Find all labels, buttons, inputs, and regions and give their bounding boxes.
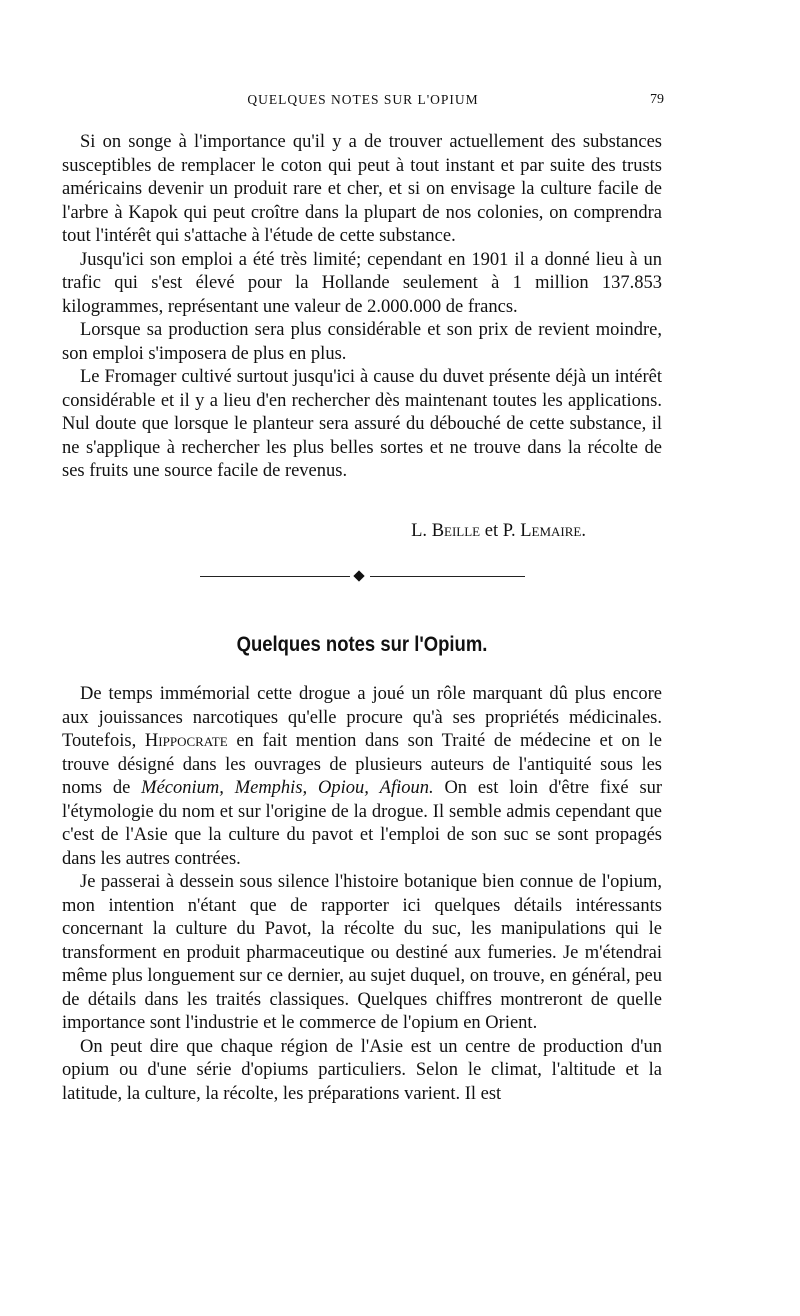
- running-head: QUELQUES NOTES SUR L'OPIUM: [247, 92, 479, 107]
- conjunction: et: [484, 521, 499, 541]
- paragraph: [62, 683, 662, 871]
- author-initial: P.: [502, 521, 516, 541]
- paragraph: Lorsque sa production sera plus considérable et son prix de revient moindre, son emploi s'imposera de plus en plus.: [62, 320, 662, 364]
- article-title: Quelques notes sur l'Opium.: [236, 633, 488, 656]
- text-run: De temps immémorial cette drogue a joué un rôle marquant dû plus encore aux jouissances narcotiques qu'elle procure qu'à ses propriétés médicinales. Toutefois,: [62, 684, 662, 751]
- paragraph: Le Fromager cultivé surtout jusqu'ici à cause du duvet présente déjà un intérêt considérable et il y a lieu d'en rechercher dès maintenant toutes les applications. Nul doute que lorsque le planteur sera assuré du débouché de cette substance, il ne s'applique à rechercher les plus belles sortes et ne trouve dans la récolte de ses fruits une source facile de revenus.: [62, 367, 662, 481]
- historical-name: Afioun.: [379, 778, 434, 798]
- historical-name: Opiou,: [317, 778, 369, 798]
- text-run: On est loin d'être fixé sur l'étymologie du nom et sur l'origine de la drogue. Il semble admis cependant que c'est de l'Asie que la culture du pavot et l'emploi de son suc se sont propagés dans les autres contrées.: [62, 778, 663, 869]
- page-header: [62, 92, 664, 112]
- section-divider: [200, 571, 525, 583]
- diamond-icon: [353, 570, 364, 581]
- kapok-article-ending: [62, 131, 662, 484]
- author-name: Lemaire.: [520, 521, 586, 541]
- paragraph: Jusqu'ici son emploi a été très limité; cependant en 1901 il a donné lieu à un trafic qui s'est élevé pour la Hollande seulement à 1 million 137.853 kilogrammes, représentant une valeur de 2.000.000 de francs.: [62, 249, 662, 317]
- historical-name: Memphis,: [234, 778, 308, 798]
- divider-rule: [370, 576, 525, 577]
- opium-article-body: [62, 683, 662, 1106]
- historical-name: Méconium,: [141, 778, 224, 798]
- author-initial: L.: [411, 521, 428, 541]
- text-run: en fait mention dans son Traité de médecine et on le trouve désigné dans les ouvrages de plusieurs auteurs de l'antiquité sous les noms de: [62, 731, 663, 798]
- author-name: Beille: [431, 521, 481, 541]
- author-signature: [62, 521, 586, 542]
- paragraph: Si on songe à l'importance qu'il y a de trouver actuellement des substances susceptibles de remplacer le coton qui peut à tout instant et par suite des trusts américains devenir un produit rare et cher, et si on envisage la culture facile de l'arbre à Kapok qui peut croître dans la plupart de nos colonies, on comprendra tout l'intérêt qui s'attache à l'étude de cette substance.: [62, 132, 662, 246]
- paragraph: Je passerai à dessein sous silence l'histoire botanique bien connue de l'opium, mon intention n'étant que de rapporter ici quelques détails intéressants concernant la culture du Pavot, la récolte du suc, les manipulations qui le transforment en produit pharmaceutique ou destiné aux fumeries. Je m'étendrai même plus longuement sur ce dernier, au sujet duquel, on trouve, en général, peu de détails dans les traités classiques. Quelques chiffres montreront de quelle importance sont l'industrie et le commerce de l'opium en Orient.: [62, 872, 662, 1033]
- paragraph: On peut dire que chaque région de l'Asie est un centre de production d'un opium ou d'une série d'opiums particuliers. Selon le climat, l'altitude et la latitude, la culture, la récolte, les préparations varient. Il est: [62, 1036, 662, 1104]
- cited-author: Hippocrate: [144, 731, 228, 751]
- page-number: 79: [650, 92, 664, 107]
- divider-rule: [200, 576, 350, 577]
